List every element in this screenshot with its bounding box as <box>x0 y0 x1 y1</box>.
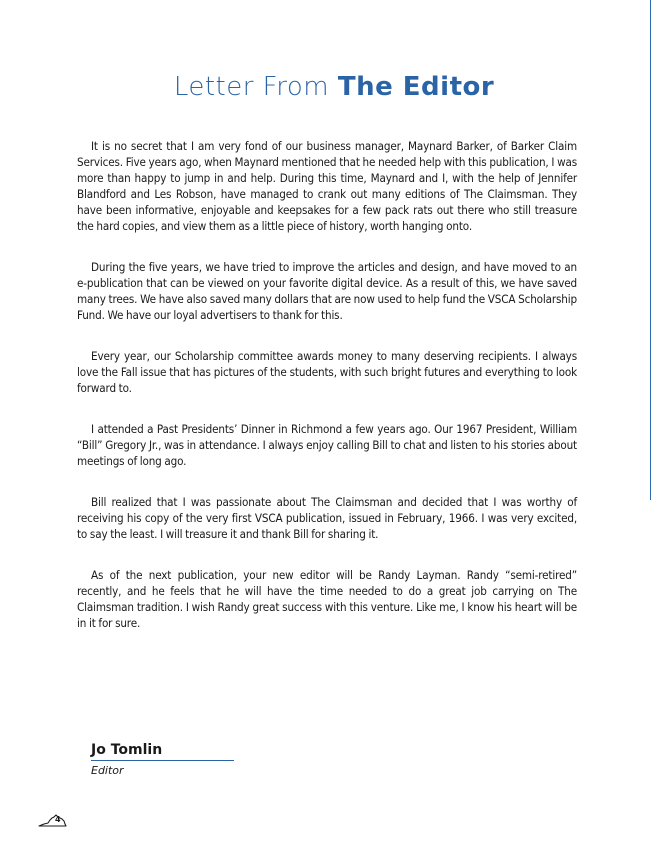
signature-underline <box>91 760 234 761</box>
page-title-bold: The Editor <box>337 72 495 102</box>
page-title-light: Letter From <box>173 72 338 102</box>
letter-paragraph: It is no secret that I am very fond of our business manager, Maynard Barker, of Barker Claim Services. Five years ago, when Maynard mentioned that he needed help with this publication, I was more than happy to jump in and help. During this time, Maynard and I, with the help of Jennifer Blandford and Les Robson, have managed to crank out many editions of The Claimsman. They have been informative, enjoyable and keepsakes for a few pack rats out there who still treasure the hard copies, and view them as a little piece of history, worth hanging onto. <box>77 139 577 233</box>
virginia-state-outline-icon <box>38 812 68 830</box>
letter-paragraph: Every year, our Scholarship committee awards money to many deserving recipients. I always love the Fall issue that has pictures of the students, with such bright futures and everything to look forward to. <box>77 349 577 395</box>
page-number: 4 <box>55 815 61 824</box>
letter-body <box>77 138 577 656</box>
letter-paragraph: I attended a Past Presidents’ Dinner in Richmond a few years ago. Our 1967 President, William “Bill” Gregory Jr., was in attendance. I always enjoy calling Bill to chat and listen to his stories about meetings of long ago. <box>77 422 577 468</box>
letter-paragraph: As of the next publication, your new editor will be Randy Layman. Randy “semi-retired” recently, and he feels that he will have the time needed to do a great job carrying on The Claimsman tradition. I wish Randy great success with this venture. Like me, I know his heart will be in it for sure. <box>77 568 577 630</box>
letter-paragraph: During the five years, we have tried to improve the articles and design, and have moved to an e-publication that can be viewed on your favorite digital device. As a result of this, we have saved many trees. We have also saved many dollars that are now used to help fund the VSCA Scholarship Fund. We have our loyal advertisers to thank for this. <box>77 260 577 322</box>
signature-role: Editor <box>91 764 124 777</box>
letter-paragraph: Bill realized that I was passionate about The Claimsman and decided that I was worthy of receiving his copy of the very first VSCA publication, issued in February, 1966. I was very excited, to say the least. I will treasure it and thank Bill for sharing it. <box>77 495 577 541</box>
signature-name: Jo Tomlin <box>91 742 163 758</box>
page-footer <box>38 812 68 830</box>
page-title <box>0 72 653 102</box>
signature-block <box>91 742 234 777</box>
